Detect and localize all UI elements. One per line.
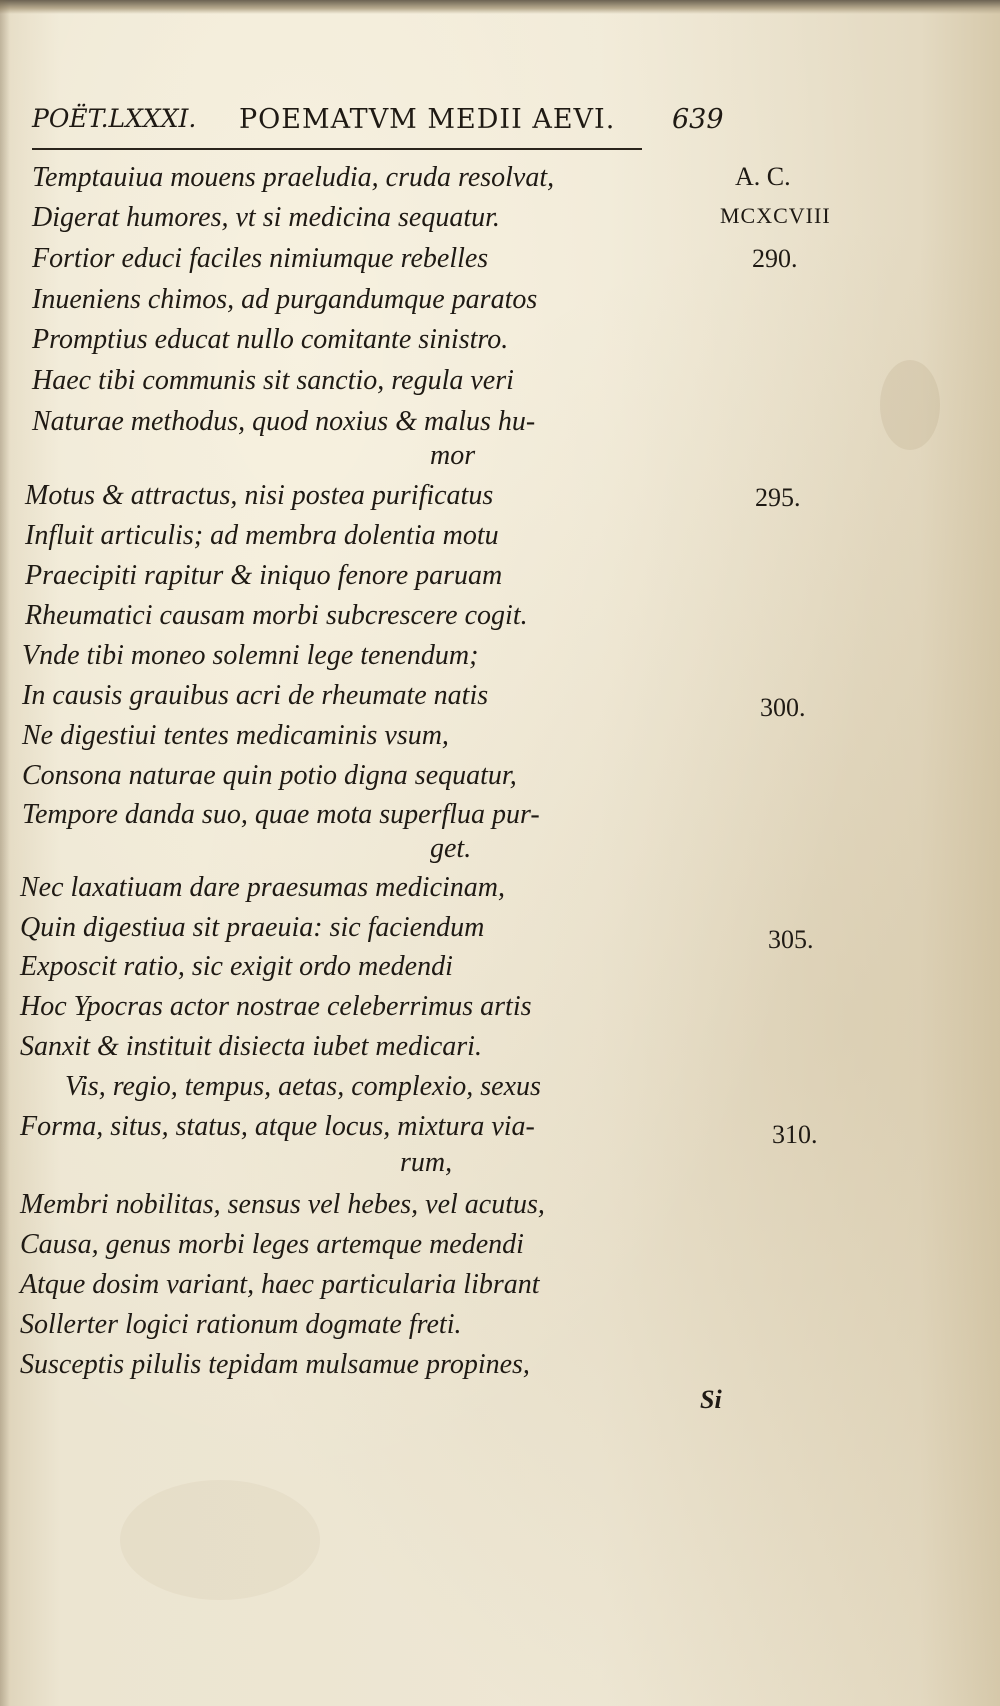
verse-line: Influit articulis; ad membra dolentia motu bbox=[25, 520, 499, 551]
catchword: Si bbox=[700, 1385, 722, 1414]
verse-line: Naturae methodus, quod noxius & malus hu- bbox=[32, 406, 536, 437]
paper-stain bbox=[120, 1480, 320, 1600]
verse-line: Fortior educi faciles nimiumque rebelles bbox=[32, 243, 489, 274]
verse-line: Sollerter logici rationum dogmate freti. bbox=[20, 1309, 462, 1340]
verse-line: Nec laxatiuam dare praesumas medicinam, bbox=[20, 872, 505, 903]
verse-line: Ne digestiui tentes medicaminis vsum, bbox=[22, 720, 449, 751]
margin-anno-christi: A. C. bbox=[735, 162, 791, 191]
verse-line: Digerat humores, vt si medicina sequatur. bbox=[32, 202, 500, 233]
verse-line: Causa, genus morbi leges artemque medendi bbox=[20, 1229, 524, 1260]
verse-line: Rheumatici causam morbi subcrescere cogit. bbox=[25, 600, 528, 631]
page-gutter-shadow bbox=[0, 0, 10, 1706]
verse-line: Temptauiua mouens praeludia, cruda resolvat, bbox=[32, 162, 555, 193]
margin-year: MCXCVIII bbox=[720, 203, 831, 228]
margin-line-number: 310. bbox=[772, 1120, 818, 1149]
verse-line: Hoc Ypocras actor nostrae celeberrimus artis bbox=[20, 991, 532, 1022]
margin-line-number: 300. bbox=[760, 693, 806, 722]
margin-line-number: 305. bbox=[768, 925, 814, 954]
verse-continuation: rum, bbox=[400, 1147, 453, 1178]
verse-line: Membri nobilitas, sensus vel hebes, vel acutus, bbox=[20, 1189, 545, 1220]
margin-line-number: 295. bbox=[755, 483, 801, 512]
margin-line-number: 290. bbox=[752, 244, 798, 273]
running-head-section: POËT.LXXXI. bbox=[32, 104, 197, 133]
page-top-edge bbox=[0, 0, 1000, 14]
verse-line: Consona naturae quin potio digna sequatur, bbox=[22, 760, 517, 791]
running-header bbox=[32, 104, 732, 148]
page-number: 639 bbox=[672, 104, 724, 135]
verse-line: Quin digestiua sit praeuia: sic faciendum bbox=[20, 912, 485, 943]
verse-line: Exposcit ratio, sic exigit ordo medendi bbox=[20, 951, 453, 982]
verse-line: Atque dosim variant, haec particularia librant bbox=[20, 1269, 540, 1300]
verse-line: Tempore danda suo, quae mota superflua pur- bbox=[22, 799, 540, 830]
paper-stain bbox=[880, 360, 940, 450]
verse-continuation: get. bbox=[430, 833, 472, 864]
verse-line: Forma, situs, status, atque locus, mixtura via- bbox=[20, 1111, 535, 1142]
running-head-title: POEMATVM MEDII AEVI. bbox=[239, 104, 616, 135]
verse-line: Susceptis pilulis tepidam mulsamue propines, bbox=[20, 1349, 530, 1380]
verse-line: Vis, regio, tempus, aetas, complexio, sexus bbox=[65, 1071, 541, 1102]
verse-line: Haec tibi communis sit sanctio, regula veri bbox=[32, 365, 514, 396]
verse-line: Vnde tibi moneo solemni lege tenendum; bbox=[22, 640, 479, 671]
verse-continuation: mor bbox=[430, 440, 476, 471]
verse-line: Sanxit & instituit disiecta iubet medicari. bbox=[20, 1031, 482, 1062]
verse-line: Promptius educat nullo comitante sinistro. bbox=[32, 324, 509, 355]
header-rule bbox=[32, 148, 642, 150]
verse-line: Motus & attractus, nisi postea purificatus bbox=[25, 480, 494, 511]
verse-line: In causis grauibus acri de rheumate natis bbox=[22, 680, 489, 711]
verse-line: Praecipiti rapitur & iniquo fenore paruam bbox=[25, 560, 503, 591]
verse-line: Inueniens chimos, ad purgandumque paratos bbox=[32, 284, 538, 315]
